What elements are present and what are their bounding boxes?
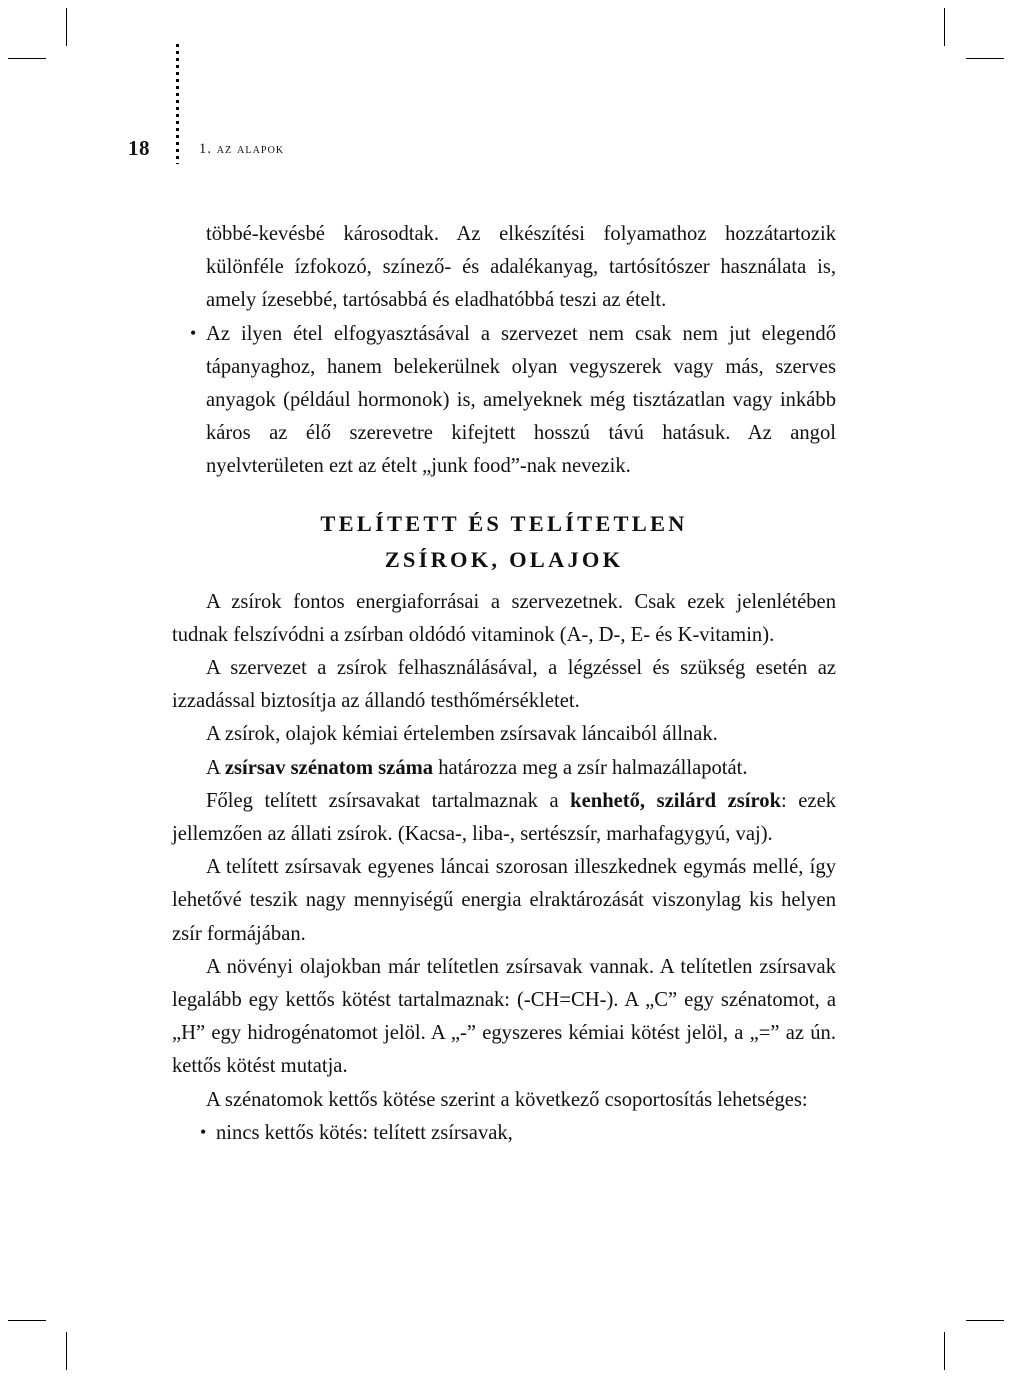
crop-mark-bottom-right-horizontal [966, 1320, 1004, 1321]
list-item [172, 318, 836, 484]
crop-mark-bottom-right-vertical [944, 1332, 945, 1370]
list-item [172, 1117, 836, 1150]
decorative-dotted-rule [176, 44, 179, 164]
paragraph-5-bold: kenhető, szilárd zsírok [570, 789, 782, 812]
page-number: 18 [128, 136, 150, 160]
paragraph-3: A zsírok, olajok kémiai értelemben zsírsavak láncaiból állnak. [206, 723, 718, 746]
paragraph-4-pre: A [206, 756, 225, 779]
section-heading-line-2: ZSÍROK, OLAJOK [384, 546, 624, 572]
crop-mark-top-right-vertical [944, 8, 945, 46]
running-head: 1. az alapok [199, 141, 285, 157]
paragraph-5-pre: Főleg telített zsírsavakat tartalmaznak a [206, 789, 571, 812]
crop-mark-bottom-left-vertical [66, 1332, 67, 1370]
paragraph-6: A telített zsírsavak egyenes láncai szorosan illeszkednek egymás mellé, így lehetővé teszik nagy mennyiségű energia elraktározását viszonylag kis helyen zsír formájában. [172, 856, 836, 945]
crop-mark-top-left-horizontal [8, 58, 46, 59]
paragraph-2: A szervezet a zsírok felhasználásával, a légzéssel és szükség esetén az izzadással biztosítja az állandó testhőmérsékletet. [172, 657, 836, 713]
text-column [172, 218, 836, 1150]
paragraph-4-bold: zsírsav szénatom száma [224, 756, 434, 779]
paragraph-5-post: : ezek jellemzően az állati zsírok. (Kacsa-, liba-, sertészsír, marhafagygyú, vaj). [172, 789, 837, 846]
paragraph-4 [172, 752, 836, 785]
crop-mark-bottom-left-horizontal [8, 1320, 46, 1321]
section-heading-line-1: TELÍTETT ÉS TELÍTETLEN [320, 510, 688, 536]
paragraph-7: A növényi olajokban már telítetlen zsírsavak vannak. A telítetlen zsírsavak legalább egy kettős kötést tartalmaznak: (-CH=CH-). A „C” egy szénatomot, a „H” egy hidrogénatomot jelöl. A „-” egyszeres kémiai kötést jelöl, a „=” az ún. kettős kötést mutatja. [172, 955, 836, 1078]
paragraph-bullet-continuation: többé-kevésbé károsodtak. Az elkészítési folyamathoz hozzátartozik különféle ízfokozó, színező- és adalékanyag, tartósítószer használata is, amely ízesebbé, tartósabbá és eladhatóbbá teszi az ételt. [206, 223, 836, 312]
paragraph-1: A zsírok fontos energiaforrásai a szervezetnek. Csak ezek jelenlétében tudnak felszívódni a zsírban oldódó vitaminok (A-, D-, E- és K-vitamin). [172, 590, 836, 646]
crop-mark-top-left-vertical [66, 8, 67, 46]
crop-mark-top-right-horizontal [966, 58, 1004, 59]
paragraph-5 [172, 785, 836, 851]
list-item-text: nincs kettős kötés: telített zsírsavak, [216, 1121, 513, 1144]
list-item-text: Az ilyen étel elfogyasztásával a szervezet nem csak nem jut elegendő tápanyaghoz, hanem belekerülnek olyan vegyszerek vagy más, szerves anyagok (például hormonok) is, amelyeknek még tisztázatlan vagy inkább káros az élő szerevetre kifejtett hosszú távú hatásuk. Az angol nyelvterületen ezt az ételt „junk food”-nak nevezik. [206, 322, 836, 478]
bullet-list-bottom [172, 1117, 836, 1150]
bullet-list-second [172, 318, 836, 484]
section-heading [172, 506, 836, 578]
paragraph-4-post: határozza meg a zsír halmazállapotát. [433, 756, 748, 779]
paragraph-8: A szénatomok kettős kötése szerint a következő csoportosítás lehetséges: [206, 1088, 808, 1111]
